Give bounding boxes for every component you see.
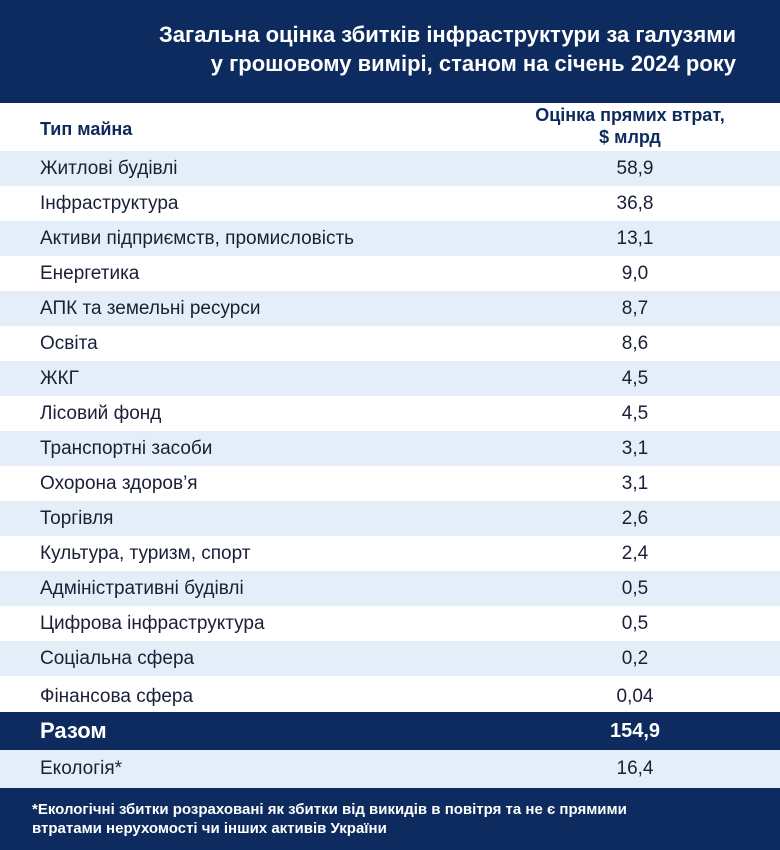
title-line-1: Загальна оцінка збитків інфраструктури за галузями — [159, 22, 736, 47]
row-value: 36,8 — [616, 193, 654, 214]
column-header-value-line-2: $ млрд — [599, 127, 661, 147]
row-value: 2,6 — [621, 508, 649, 529]
table-row — [0, 641, 780, 676]
table-row — [0, 676, 780, 712]
table-row — [0, 326, 780, 361]
total-row — [0, 712, 780, 750]
row-value: 8,6 — [621, 333, 649, 354]
row-name: Культура, туризм, спорт — [40, 543, 251, 564]
row-value: 0,04 — [616, 686, 654, 707]
table-row — [0, 606, 780, 641]
row-name: Соціальна сфера — [40, 648, 195, 669]
table-row — [0, 431, 780, 466]
row-value: 3,1 — [621, 438, 649, 459]
table-row — [0, 396, 780, 431]
row-name: Житлові будівлі — [40, 158, 178, 179]
table-row — [0, 256, 780, 291]
table-row — [0, 501, 780, 536]
column-header-type: Тип майна — [40, 119, 133, 139]
ecology-label: Екологія* — [40, 758, 123, 779]
row-value: 2,4 — [621, 543, 649, 564]
row-value: 4,5 — [621, 368, 649, 389]
row-name: Лісовий фонд — [40, 403, 162, 424]
row-name: Адміністративні будівлі — [40, 578, 244, 599]
row-name: Торгівля — [40, 508, 114, 529]
total-value: 154,9 — [609, 720, 661, 742]
page-title — [159, 20, 736, 78]
row-value: 0,5 — [621, 613, 649, 634]
row-value: 9,0 — [621, 263, 649, 284]
column-header-value — [500, 104, 760, 148]
table-row — [0, 291, 780, 326]
row-name: Транспортні засоби — [40, 438, 213, 459]
row-value: 0,5 — [621, 578, 649, 599]
row-name: Активи підприємств, промисловість — [40, 228, 355, 249]
row-value: 3,1 — [621, 473, 649, 494]
row-name: Охорона здоров’я — [40, 473, 198, 494]
footer-banner — [0, 788, 780, 850]
footnote — [32, 800, 752, 838]
table-row — [0, 151, 780, 186]
table-row — [0, 186, 780, 221]
row-name: Енергетика — [40, 263, 140, 284]
header-banner — [0, 0, 780, 103]
ecology-value: 16,4 — [616, 758, 654, 779]
damage-table — [0, 151, 780, 712]
footnote-line-1: *Екологічні збитки розраховані як збитки від викидів в повітря та не є прямими — [32, 801, 627, 818]
row-name: Фінансова сфера — [40, 686, 194, 707]
row-name: Інфраструктура — [40, 193, 179, 214]
title-line-2: у грошовому вимірі, станом на січень 2024 року — [210, 51, 736, 76]
ecology-row — [0, 750, 780, 788]
table-row — [0, 571, 780, 606]
row-name: Освіта — [40, 333, 98, 354]
row-name: АПК та земельні ресурси — [40, 298, 261, 319]
row-value: 4,5 — [621, 403, 649, 424]
row-name: ЖКГ — [40, 368, 79, 389]
column-header-value-line-1: Оцінка прямих втрат, — [535, 105, 725, 125]
row-name: Цифрова інфраструктура — [40, 613, 265, 634]
table-row — [0, 466, 780, 501]
total-label: Разом — [40, 718, 107, 743]
table-row — [0, 221, 780, 256]
row-value: 58,9 — [616, 158, 654, 179]
row-value: 13,1 — [616, 228, 654, 249]
row-value: 0,2 — [621, 648, 649, 669]
footnote-line-2: втратами нерухомості чи інших активів України — [32, 820, 387, 837]
row-value: 8,7 — [621, 298, 649, 319]
table-row — [0, 536, 780, 571]
table-row — [0, 361, 780, 396]
